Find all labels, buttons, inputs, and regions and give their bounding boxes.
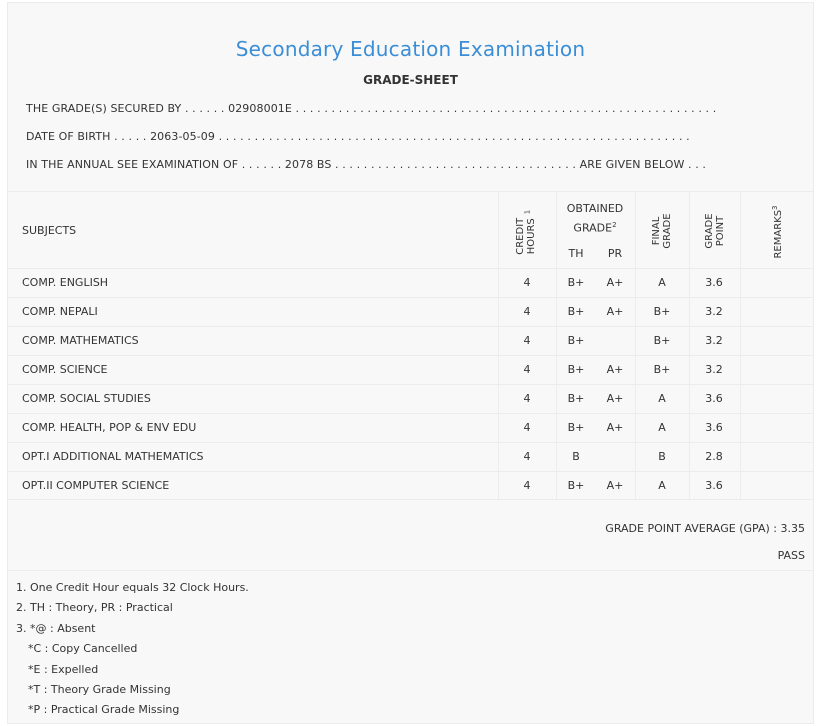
- note-item: *T : Theory Grade Missing: [28, 683, 171, 696]
- subject-cell: OPT.II COMPUTER SCIENCE: [22, 479, 170, 492]
- note-item: *P : Practical Grade Missing: [28, 703, 180, 716]
- grade-point-cell: 3.6: [705, 276, 723, 289]
- header-divider: [8, 191, 813, 192]
- grade-point-cell: 3.2: [705, 305, 723, 318]
- obtained-grade-label: OBTAINED GRADE: [566, 202, 624, 235]
- final-grade-header: [651, 211, 673, 251]
- row-divider: [8, 355, 813, 356]
- credit-hours-cell: 4: [523, 392, 531, 405]
- credit-hours-label: CREDIT HOURS: [515, 217, 537, 255]
- pr-grade-cell: A+: [606, 305, 624, 318]
- page-subtitle: GRADE-SHEET: [363, 73, 458, 87]
- remarks-sup: 3: [770, 205, 779, 210]
- th-header: TH: [568, 247, 584, 260]
- pr-grade-cell: A+: [606, 392, 624, 405]
- row-divider: [8, 471, 813, 472]
- remarks-header: [770, 205, 784, 258]
- result-text: PASS: [777, 549, 805, 562]
- final-grade-cell: A: [658, 479, 666, 492]
- th-grade-cell: B: [572, 450, 580, 463]
- note-item: *C : Copy Cancelled: [28, 642, 138, 655]
- final-grade-cell: A: [658, 276, 666, 289]
- th-grade-cell: B+: [567, 305, 585, 318]
- grade-point-header: [704, 211, 726, 251]
- subject-cell: COMP. SCIENCE: [22, 363, 108, 376]
- col-divider: [689, 191, 690, 499]
- subject-cell: COMP. SOCIAL STUDIES: [22, 392, 151, 405]
- grade-point-cell: 3.6: [705, 421, 723, 434]
- subject-cell: COMP. HEALTH, POP & ENV EDU: [22, 421, 197, 434]
- final-grade-cell: A: [658, 421, 666, 434]
- note-item: 3. *@ : Absent: [16, 622, 96, 635]
- th-grade-cell: B+: [567, 334, 585, 347]
- grade-sheet: [7, 2, 814, 724]
- obtained-grade-header: [560, 201, 630, 237]
- th-grade-cell: B+: [567, 276, 585, 289]
- col-divider: [635, 191, 636, 499]
- remarks-label: REMARKS: [773, 209, 785, 259]
- subject-cell: COMP. NEPALI: [22, 305, 98, 318]
- pr-grade-cell: A+: [606, 276, 624, 289]
- credit-hours-cell: 4: [523, 305, 531, 318]
- notes-divider: [8, 570, 813, 571]
- col-divider: [740, 191, 741, 499]
- grade-point-cell: 3.2: [705, 363, 723, 376]
- pr-grade-cell: A+: [606, 479, 624, 492]
- row-divider: [8, 297, 813, 298]
- credit-hours-cell: 4: [523, 276, 531, 289]
- note-item: 2. TH : Theory, PR : Practical: [16, 601, 173, 614]
- row-divider: [8, 268, 813, 269]
- page-title: Secondary Education Examination: [235, 37, 586, 61]
- secured-by-line: THE GRADE(S) SECURED BY . . . . . . 02908001E . . . . . . . . . . . . . . . . . . . . . . . . . . . . . . . . . . . . . . . . . . . . . . . . . . . . . . . . . . .: [26, 102, 717, 115]
- final-grade-cell: B+: [653, 363, 671, 376]
- final-grade-cell: B+: [653, 305, 671, 318]
- row-divider: [8, 326, 813, 327]
- col-divider: [556, 191, 557, 499]
- row-divider: [8, 413, 813, 414]
- credit-hours-cell: 4: [523, 479, 531, 492]
- th-grade-cell: B+: [567, 479, 585, 492]
- subject-cell: COMP. ENGLISH: [22, 276, 109, 289]
- final-grade-cell: B: [658, 450, 666, 463]
- grade-point-cell: 2.8: [705, 450, 723, 463]
- credit-hours-header: [515, 210, 537, 258]
- subject-cell: COMP. MATHEMATICS: [22, 334, 139, 347]
- pr-grade-cell: A+: [606, 363, 624, 376]
- credit-hours-cell: 4: [523, 363, 531, 376]
- credit-hours-cell: 4: [523, 334, 531, 347]
- note-item: *E : Expelled: [28, 663, 99, 676]
- pr-grade-cell: A+: [606, 421, 624, 434]
- grade-point-cell: 3.6: [705, 479, 723, 492]
- grade-point-cell: 3.6: [705, 392, 723, 405]
- pr-header: PR: [607, 247, 623, 260]
- gpa-text: GRADE POINT AVERAGE (GPA) : 3.35: [605, 522, 805, 535]
- credit-hours-cell: 4: [523, 450, 531, 463]
- row-divider: [8, 384, 813, 385]
- final-grade-cell: B+: [653, 334, 671, 347]
- th-grade-cell: B+: [567, 421, 585, 434]
- final-grade-cell: A: [658, 392, 666, 405]
- note-item: 1. One Credit Hour equals 32 Clock Hours.: [16, 581, 249, 594]
- obtained-grade-sup: 2: [612, 221, 617, 229]
- row-divider: [8, 442, 813, 443]
- credit-hours-cell: 4: [523, 421, 531, 434]
- date-of-birth-line: DATE OF BIRTH . . . . . 2063-05-09 . . . . . . . . . . . . . . . . . . . . . . . . . . . . . . . . . . . . . . . . . . . . . . . . . . . . . . . . . . . . . . . . . .: [26, 130, 690, 143]
- final-grade-label: FINAL GRADE: [651, 213, 673, 249]
- exam-line: IN THE ANNUAL SEE EXAMINATION OF . . . . . . 2078 BS . . . . . . . . . . . . . . . . . . . . . . . . . . . . . . . . . . ARE GIVEN BELOW . . .: [26, 158, 707, 171]
- th-grade-cell: B+: [567, 363, 585, 376]
- grade-point-label: GRADE POINT: [704, 213, 726, 249]
- col-divider: [498, 191, 499, 499]
- subject-cell: OPT.I ADDITIONAL MATHEMATICS: [22, 450, 204, 463]
- credit-hours-sup: 1: [523, 209, 532, 215]
- table-bottom-divider: [8, 499, 813, 500]
- th-grade-cell: B+: [567, 392, 585, 405]
- subjects-header: SUBJECTS: [22, 224, 77, 237]
- grade-point-cell: 3.2: [705, 334, 723, 347]
